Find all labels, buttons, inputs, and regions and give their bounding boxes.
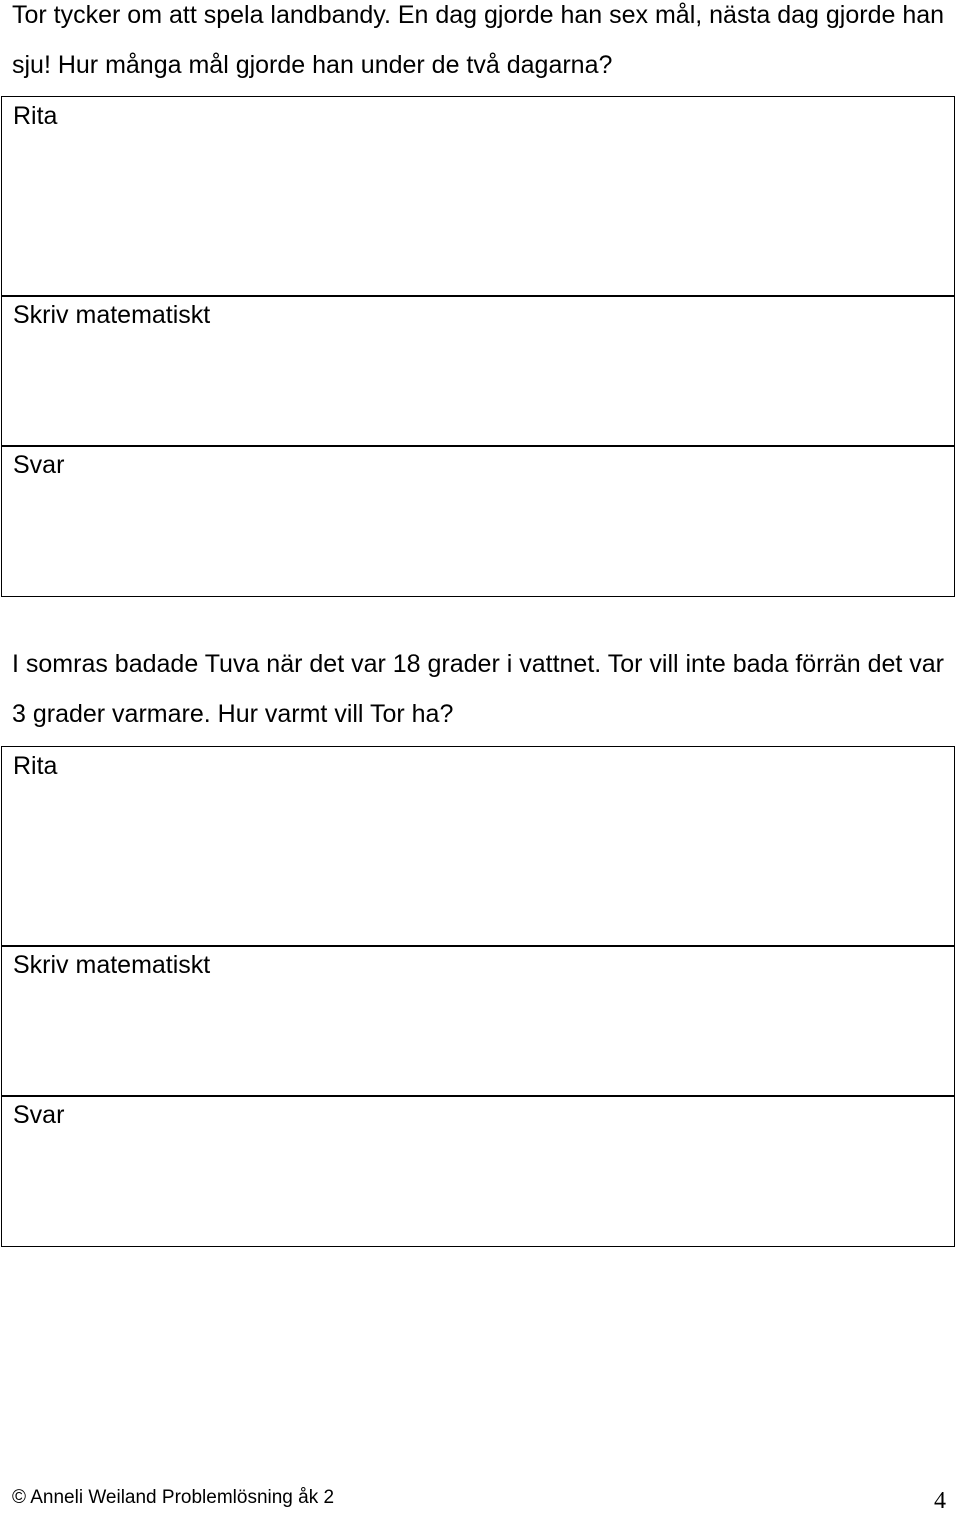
math-label: Skriv matematiskt [13, 301, 211, 329]
draw-label: Rita [13, 752, 58, 780]
problem-2-text: I somras badade Tuva när det var 18 grader i vattnet. Tor vill inte bada förrän det var 3 grader varmare. Hur varmt vill Tor ha? [12, 650, 944, 728]
problem-1-math-box[interactable] [1, 295, 955, 447]
page-number: 4 [934, 1488, 946, 1514]
footer-copyright: © Anneli Weiland Problemlösning åk 2 [12, 1487, 335, 1508]
answer-label: Svar [13, 1101, 65, 1129]
problem-2-draw-box[interactable] [1, 746, 955, 947]
answer-label: Svar [13, 451, 65, 479]
problem-1-answer-box[interactable] [1, 445, 955, 597]
math-label: Skriv matematiskt [13, 951, 211, 979]
draw-label: Rita [13, 102, 58, 130]
problem-1-text: Tor tycker om att spela landbandy. En dag gjorde han sex mål, nästa dag gjorde han sju! Hur många mål gjorde han under de två dagarna? [12, 1, 945, 79]
problem-2-math-box[interactable] [1, 945, 955, 1097]
problem-1-draw-box[interactable] [1, 96, 955, 297]
problem-2-answer-box[interactable] [1, 1095, 955, 1247]
